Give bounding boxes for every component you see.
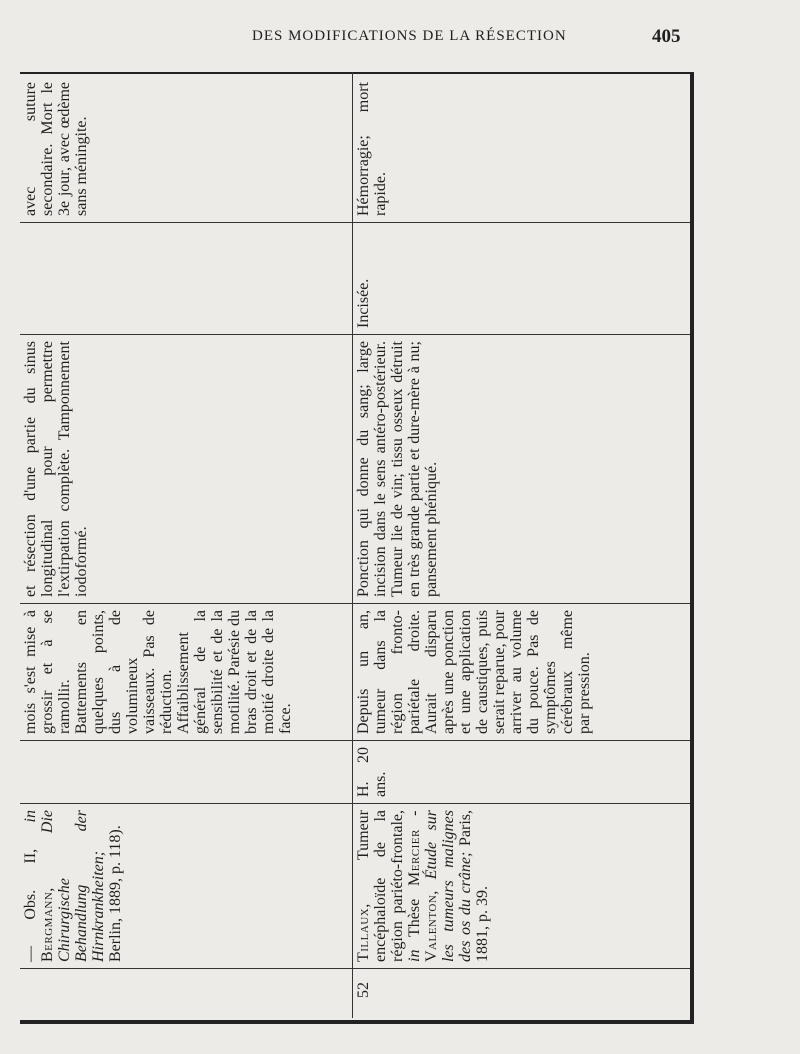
history-cell: mois s'est mise à grossir et à se ramollir. Battements en quelques points, dus à de volumineux vaisseaux. Pas de réduction. Affaiblissement général de la sensibilité et de la motilité. Parésie du bras droit et de la moitié droite de la face. bbox=[22, 610, 294, 734]
source-text-part: Berlin, 1889, p. 118). bbox=[107, 825, 124, 962]
source-text-part: , bbox=[39, 833, 56, 892]
source-text-part: in bbox=[22, 810, 39, 823]
sex-age-cell: H. 20 ans. bbox=[355, 747, 389, 797]
source-text-part: Tillaux bbox=[355, 907, 372, 962]
source-text-part: Die Chirurgische Behandlung der Hirnkrankheiten; bbox=[39, 810, 107, 962]
source-text-part: in bbox=[406, 949, 423, 962]
history-cell: Depuis un an, tumeur dans la région fronto-pariétale droite. Aurait disparu après une ponction et une application de caustiques, puis serait reparue, pour arriver au volume du pouce. Pas de symptômes cérébraux même par pression. bbox=[355, 610, 593, 734]
dura-cell: Incisée. bbox=[355, 278, 372, 328]
source-text-part: Paris, 1881, p. 39. bbox=[457, 810, 491, 962]
source-cell bbox=[353, 804, 683, 968]
source-cell bbox=[20, 804, 352, 968]
source-text-part: , bbox=[423, 879, 440, 895]
observation-number: 52 bbox=[355, 982, 372, 998]
page-number: 405 bbox=[652, 26, 681, 47]
source-text-part: Étude sur les tumeurs malignes des os du crâne; bbox=[423, 810, 474, 962]
result-cell: Hémorragie; mort rapide. bbox=[355, 82, 389, 216]
source-text-part: Mercier - Valenton bbox=[406, 809, 440, 962]
source-text-part: , Tumeur encéphaloïde de la région pariéto-frontale, bbox=[355, 810, 406, 962]
source-text-part: Bergmann bbox=[39, 891, 56, 962]
operation-cell: Ponction qui donne du sang; large incision dans le sens antéro-postérieur. Tumeur lie de vin; tissu osseux détruit en très grande partie et dure-mère à nu; pansement phéniqué. bbox=[355, 341, 440, 597]
running-title: DES MODIFICATIONS DE LA RÉSECTION bbox=[252, 28, 567, 44]
dura-cell bbox=[20, 223, 352, 334]
table-row bbox=[20, 72, 352, 1018]
sex-age-cell bbox=[20, 741, 352, 803]
source-text-part: Thèse bbox=[406, 885, 423, 950]
table-row bbox=[353, 72, 690, 1018]
result-cell: avec suture secondaire. Mort le 3e jour, avec œdème sans méningite. bbox=[22, 82, 90, 216]
operation-cell: et résection d'une partie du sinus longitudinal pour permettre l'extirpation complète. Tamponnement iodoformé. bbox=[22, 341, 90, 597]
source-text-part: — Obs. II, bbox=[22, 822, 39, 962]
observations-table bbox=[20, 72, 690, 1018]
